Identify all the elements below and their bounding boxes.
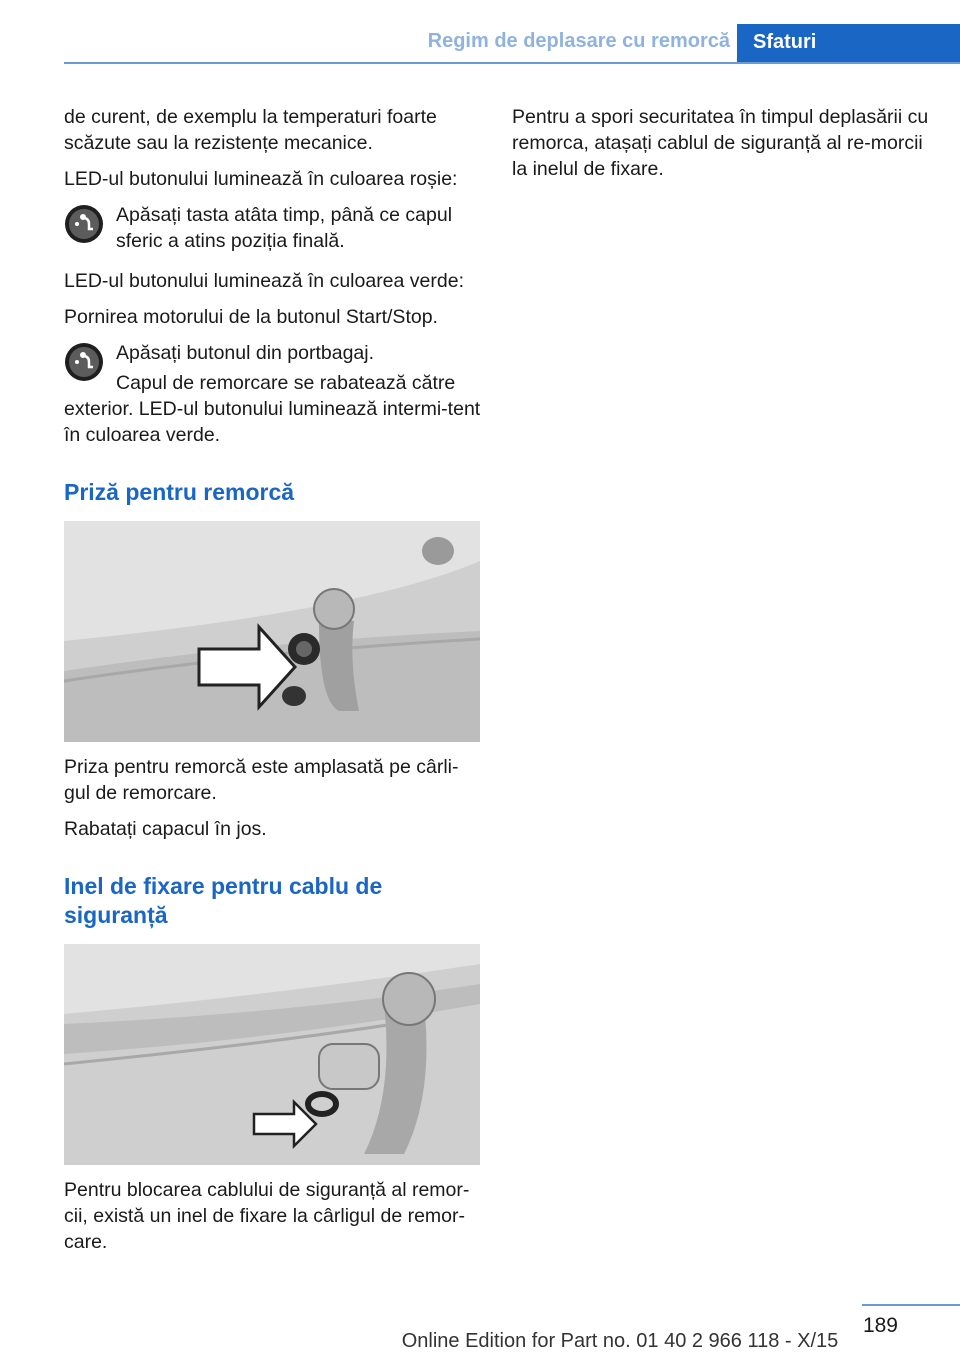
chapter-tab-label: Sfaturi	[753, 31, 817, 53]
footer-rule	[862, 1304, 960, 1306]
page-number: 189	[862, 1314, 898, 1337]
paragraph: Rabatați capacul în jos.	[64, 818, 267, 840]
instruction-step	[64, 340, 482, 366]
left-column	[64, 104, 482, 1265]
paragraph: Pornirea motorului de la butonul Start/Stop.	[64, 306, 438, 328]
edition-note: Online Edition for Part no. 01 40 2 966 118 - X/15	[401, 1330, 839, 1352]
paragraph: LED-ul butonului luminează în culoarea roșie:	[64, 168, 458, 190]
right-column	[512, 104, 930, 192]
instruction-text: Apăsați butonul din portbagaj.	[116, 342, 375, 364]
paragraph: Pentru blocarea cablului de siguranță al remor-cii, există un inel de fixare la cârligul de remor-care.	[64, 1179, 470, 1253]
paragraph: LED-ul butonului luminează în culoarea verde:	[64, 270, 464, 292]
paragraph: Priza pentru remorcă este amplasată pe cârli-gul de remorcare.	[64, 756, 459, 804]
safety-cable-ring-illustration	[64, 944, 480, 1165]
instruction-step	[64, 202, 482, 254]
section-title: Regim de deplasare cu remorcă	[427, 30, 730, 52]
section-heading: Priză pentru remorcă	[64, 479, 295, 505]
instruction-text: Apăsați tasta atâta timp, până ce capul sferic a atins poziția finală.	[116, 204, 453, 252]
tow-hitch-button-icon	[64, 342, 104, 382]
chapter-tab	[737, 24, 960, 62]
paragraph: Pentru a spori securitatea în timpul deplasării cu remorca, atașați cablul de siguranță al re-morcii la inelul de fixare.	[512, 106, 929, 180]
trailer-socket-illustration	[64, 521, 480, 742]
header-rule	[64, 62, 960, 64]
tow-hitch-button-icon	[64, 204, 104, 244]
section-heading: Inel de fixare pentru cablu de siguranță	[64, 873, 383, 928]
instruction-continuation: Capul de remorcare se rabatează către exterior. LED-ul butonului luminează intermi-tent în culoarea verde.	[64, 372, 481, 446]
paragraph: de curent, de exemplu la temperaturi foarte scăzute sau la rezistențe mecanice.	[64, 106, 437, 154]
